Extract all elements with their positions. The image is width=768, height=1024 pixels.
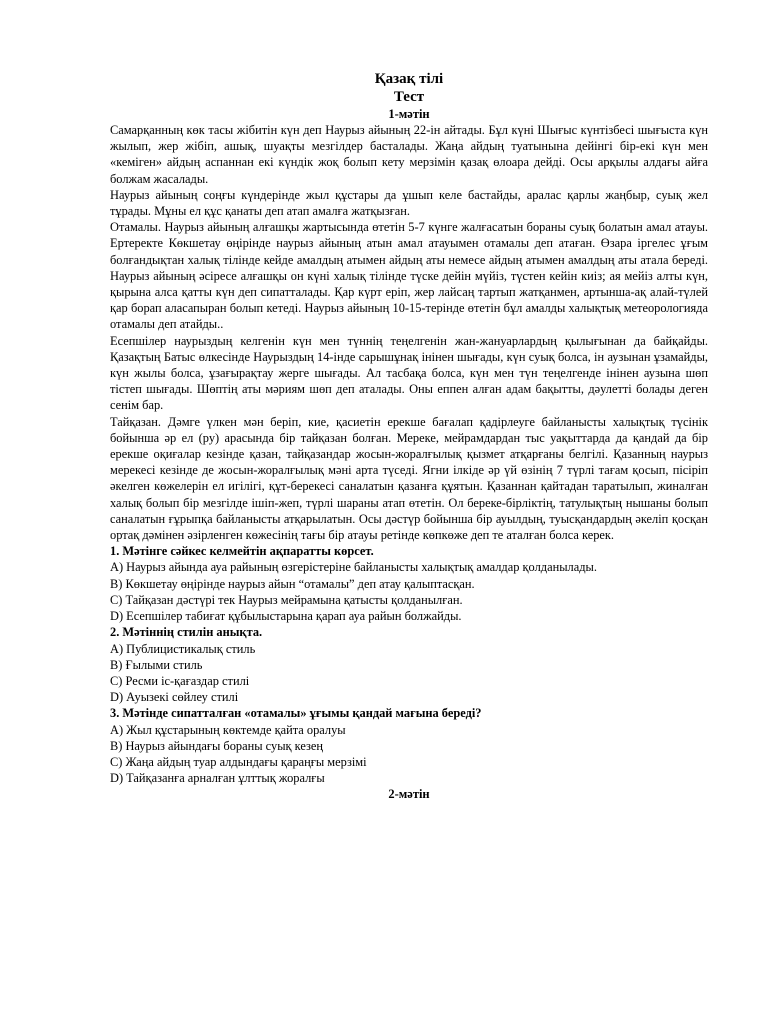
answer-option: A) Наурыз айында ауа райының өзгерістеріне байланысты халықтық амалдар қолданылады. — [110, 560, 597, 575]
answer-option: B) Ғылыми стиль — [110, 657, 203, 672]
question-text: 3. Мәтінде сипатталған «отамалы» ұғымы қандай мағына береді? — [110, 706, 482, 721]
question-1 — [110, 543, 708, 624]
test-title: Тест — [393, 89, 425, 105]
text1-paragraph-2: Наурыз айының соңғы күндерінде жыл құстары да ұшып келе бастайды, аралас қарлы жаңбыр, суық жел тұрады. Мұны ел құс қанаты деп атап амалға жатқызған. — [110, 187, 708, 219]
answer-option: D) Есепшілер табиғат құбылыстарына қарап ауа райын болжайды. — [110, 609, 462, 624]
text1-paragraph-4: Есепшілер наурыздың келгенін күн мен түннің теңелгенін жан-жануарлардың қылығынан да байқайды. Қазақтың Батыс өлкесінде Наурыздың 14-інде сарышұнақ інінен шығады, күн суық болса, ін аузынан ұзамайды, күн жылы болса, ұзағырақтау жерге шығады. Ал тасбақа болса, күн мен түн теңелгенде інінен аузына шөп тістеп шығады. Шөптің аты мәриям шөп деп аталады. Оны еппен алған адам бақытты, дәулетті болады деген сенім бар. — [110, 333, 708, 413]
answer-option: D) Ауызекі сөйлеу стилі — [110, 690, 239, 705]
answer-option: D) Тайқазанға арналған ұлттық жоралғы — [110, 771, 325, 786]
text1-paragraph-1: Самарқанның көк тасы жібитін күн деп Наурыз айының 22-ін айтады. Бұл күні Шығыс күнтізбесі шығыста күн жылып, жер жібіп, ашық, шуақты мезгілдер басталады. Жаңа айдың туатынына дейінгі бір-екі күн мен «кеміген» айдың аспаннан екі күндік жоқ болып кету мерзімін қазақ өлоара дейді. Осы арқылы алдағы айға болжам жасалады. — [110, 123, 708, 186]
answer-option: A) Публицистикалық стиль — [110, 641, 256, 656]
text1-paragraph-3: Отамалы. Наурыз айының алғашқы жартысында өтетін 5-7 күнге жалғасатын бораны суық болатын амал атауы. Ертеректе Көкшетау өңірінде наурыз айының атын амал атауымен отамалы деп атаған. Өзара іргелес ұғым болғандықтан халық тілінде кейде амалдың атымен айдың аты немесе айдың атымен амалдың аты атала береді. Наурыз айының әсіресе алғашқы он күні халық тілінде түске дейін мүйіз, түстен кейін киіз; ая мейіз алты күн, қырына алса қатты күн деп сипатталады. Қар күрт еріп, жер лайсаң тартып жатқанмен, артынша-ақ алай-түлей қар борап аласапыран болып кетеді. Наурыз айының 10-15-терінде өтетін бұл амалды халықтық метеорологияда отамалы деп атайды.. — [110, 220, 708, 332]
answer-option: C) Жаңа айдың туар алдындағы қараңғы мерзімі — [110, 754, 367, 769]
question-2 — [110, 624, 708, 705]
answer-option: B) Көкшетау өңірінде наурыз айын “отамалы” деп атау қалыптасқан. — [110, 576, 475, 591]
answer-option: A) Жыл құстарының көктемде қайта оралуы — [110, 722, 346, 737]
subject-title: Қазақ тілі — [374, 71, 444, 87]
text1-label: 1-мәтін — [388, 107, 430, 121]
question-3 — [110, 705, 708, 786]
document-page — [110, 70, 708, 802]
question-text: 1. Мәтінге сәйкес келмейтін ақпаратты көрсет. — [110, 544, 374, 559]
text1-paragraph-5: Тайқазан. Дәмге үлкен мән беріп, кие, қасиетін ерекше бағалап қадірлеуге байланысты халықтық түсінік бойынша әр ел (ру) арасында бір тайқазан болған. Мереке, мейрамдардан тыс уақыттарда да қандай да бір ерекше оқиғалар кезінде қазан, тайқазандар жосын-жоралғылық қызмет атқарғаны белгілі. Қазанның наурыз мерекесі кезінде де жосын-жоралғылық мәні арта түседі. Ягни ілкіде әр үй өзінің 7 түрлі тағам қосып, пісіріп әкелген көжелерін ел игілігі, құт-берекесі саналатын қазанға құятын. Қазаннан қайтадан таратылып, жиналған халық болып бір мезгілде ішіп-жеп, түрлі шараны атап өтетін. Ол береке-бірліктің, татулықтың нышаны болып саналатын ғұрыпқа байланысты атқарылатын. Осы дәстүр бойынша бір ауылдың, туысқандардың әкеліп қосқан ортақ дәмінен әзірленген көжесінің тағы бір атауы ретінде көпкөже деп те аталған болса керек. — [110, 414, 708, 543]
question-text: 2. Мәтіннің стилін анықта. — [110, 625, 263, 640]
answer-option: C) Тайқазан дәстүрі тек Наурыз мейрамына қатысты қолданылған. — [110, 592, 463, 607]
answer-option: C) Ресми іс-қағаздар стилі — [110, 673, 250, 688]
answer-option: B) Наурыз айындағы бораны суық кезең — [110, 738, 324, 753]
text2-label: 2-мәтін — [388, 787, 430, 802]
